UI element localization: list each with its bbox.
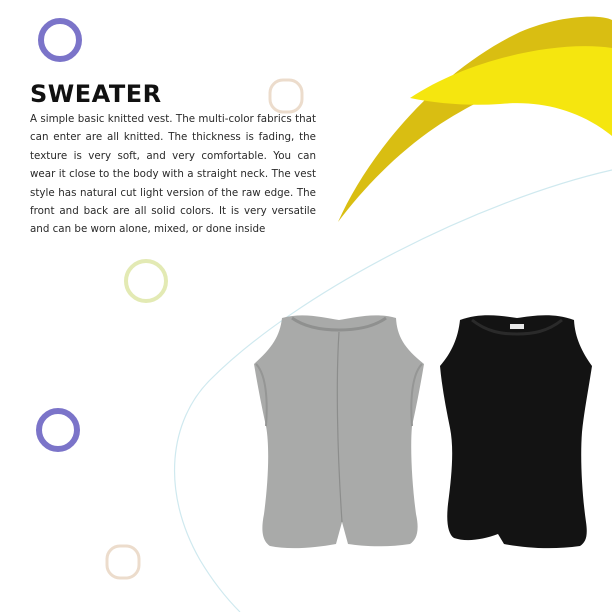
product-title: SWEATER [30, 80, 162, 108]
black-vest-image [432, 308, 602, 552]
purple-ring-icon [39, 411, 77, 449]
black-vest-label [510, 324, 524, 329]
black-vest-body [440, 315, 592, 548]
gray-vest-image [244, 308, 434, 552]
beige-rounded-ring-icon [107, 546, 139, 578]
product-description: A simple basic knitted vest. The multi-color fabrics that can enter are all knitted. The thickness is fading, the texture is very soft, and very comfortable. You can wear it close to the body with a straight neck. The vest style has natural cut light version of the raw edge. The front and back are all solid colors. It is very versatile and can be worn alone, mixed, or done inside [30, 113, 316, 236]
purple-ring-icon [41, 21, 79, 59]
gray-vest-body [254, 315, 424, 548]
lime-ring-icon [126, 261, 166, 301]
beige-rounded-ring-icon [270, 80, 302, 112]
